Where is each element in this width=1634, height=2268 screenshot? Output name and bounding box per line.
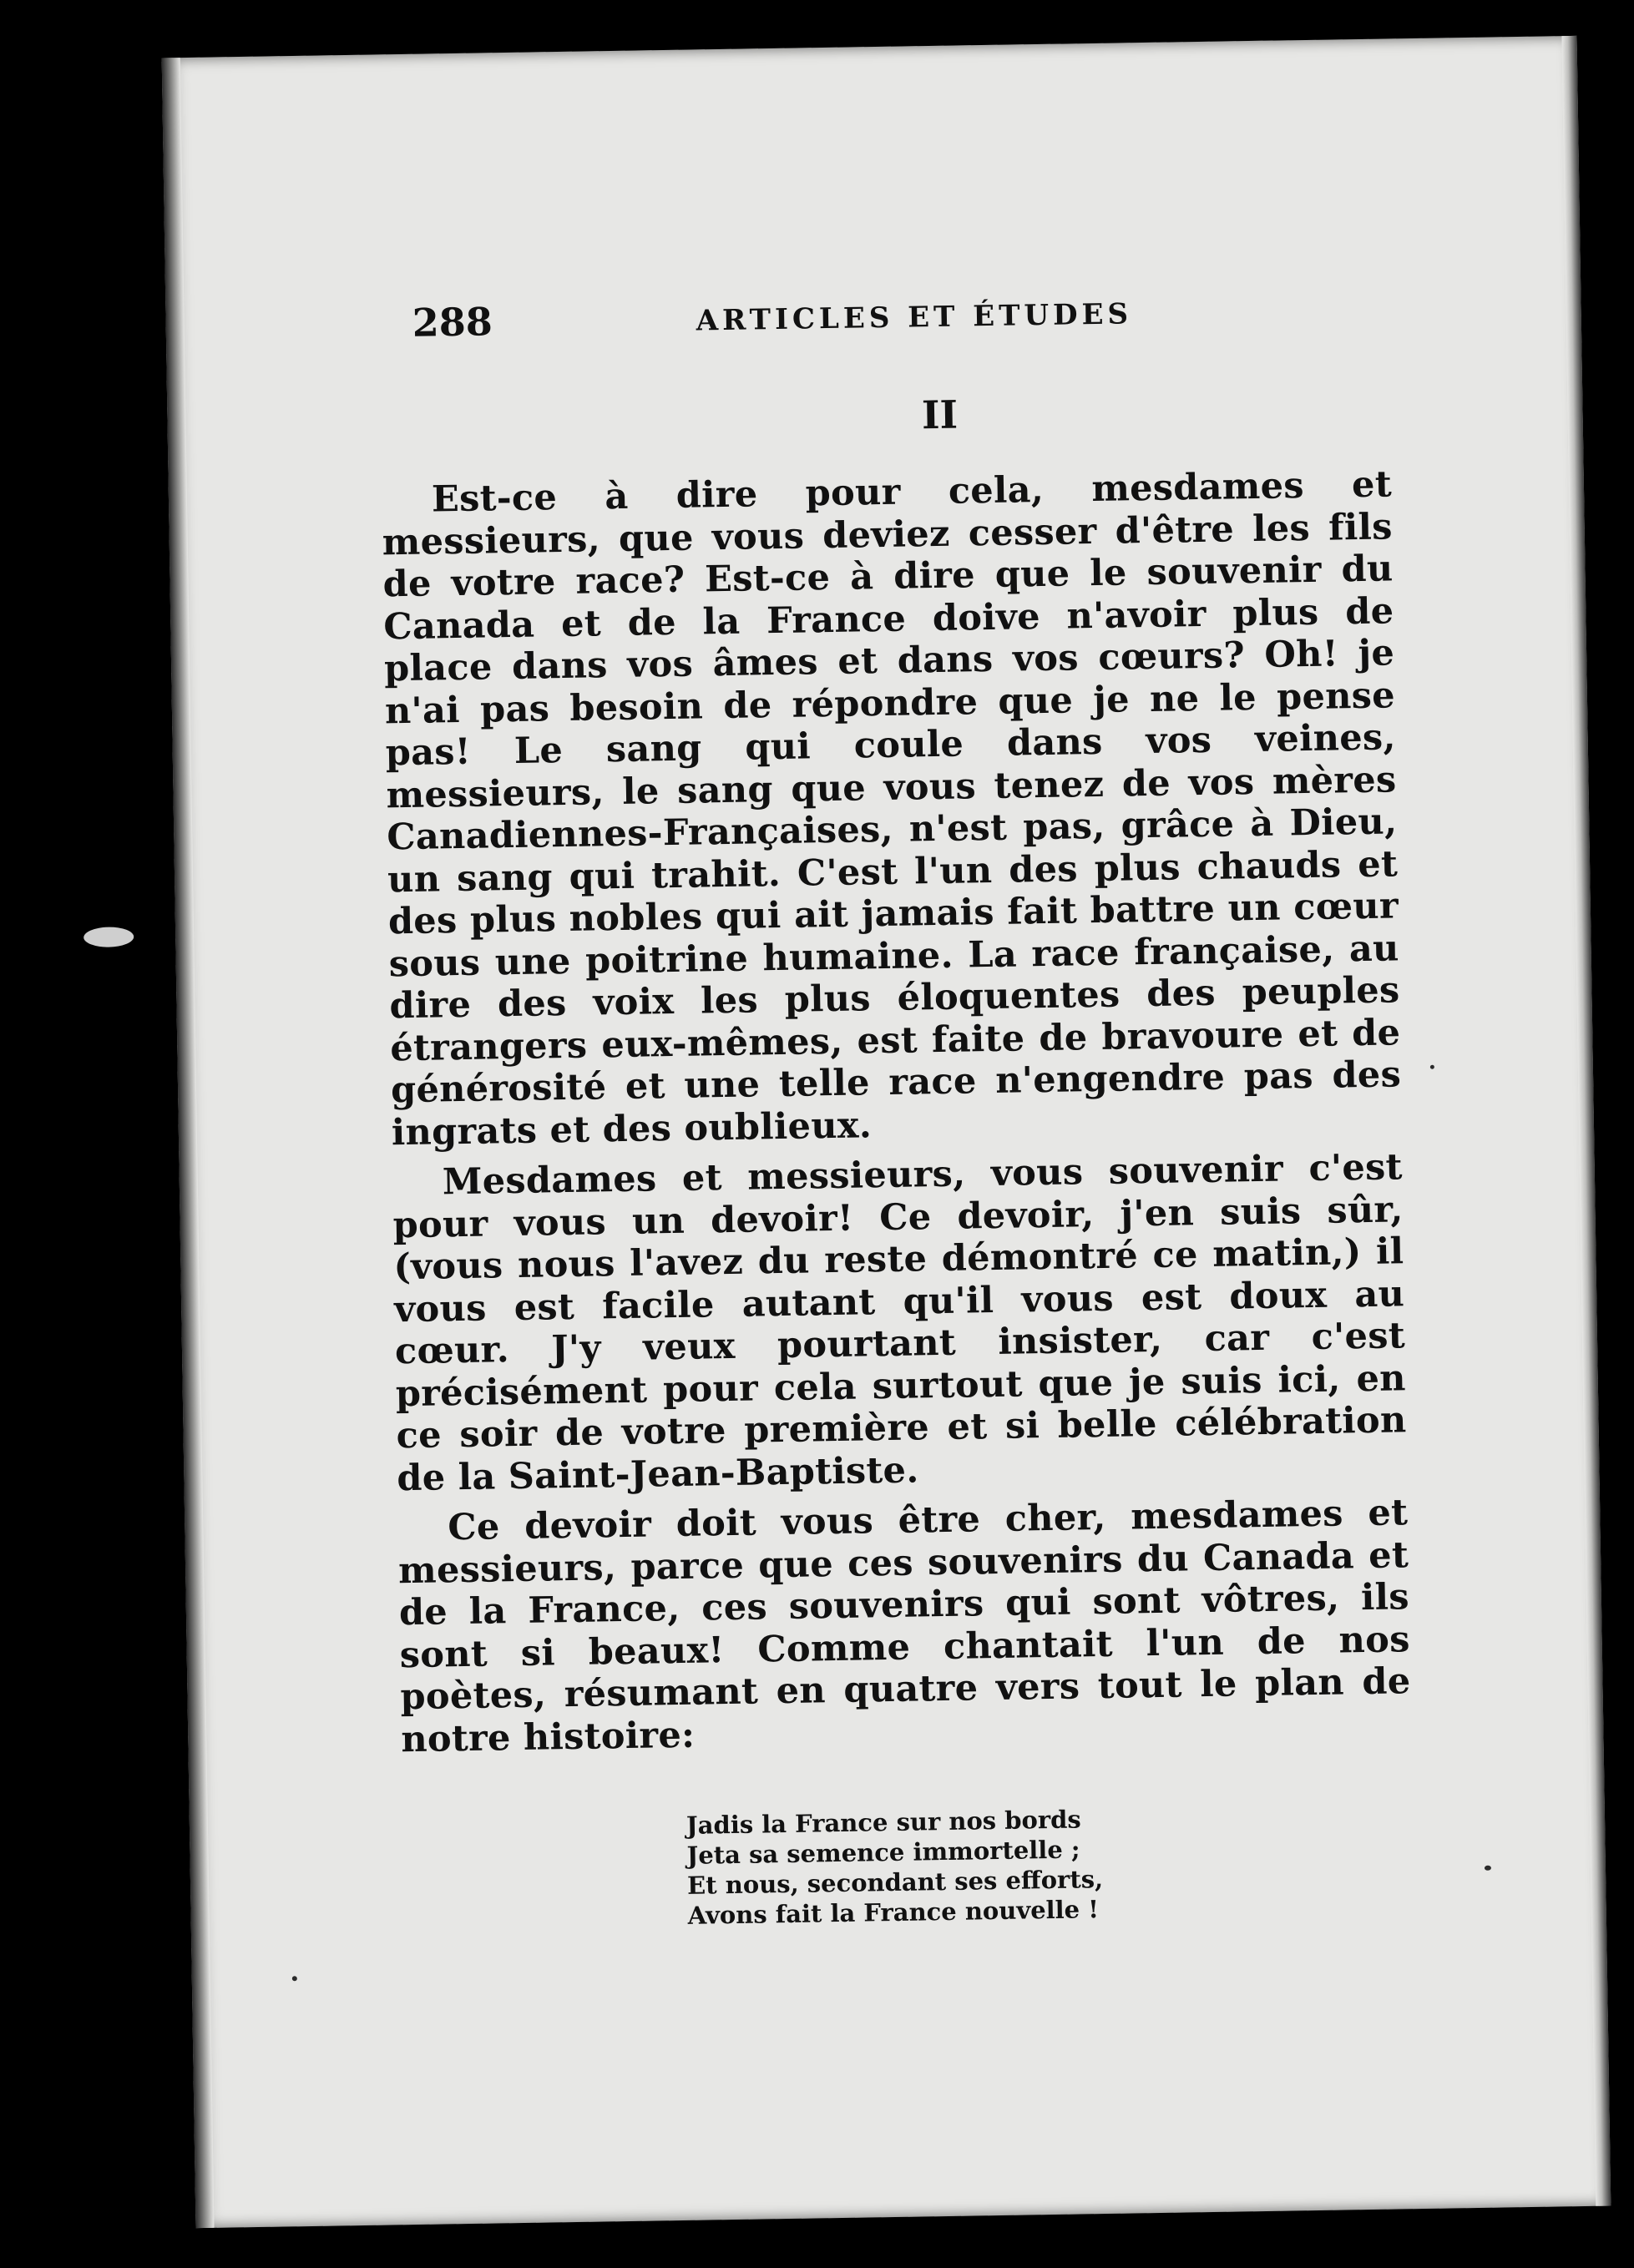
scan-speck <box>292 1976 297 1981</box>
running-head <box>378 268 1389 351</box>
page-number: 288 <box>412 299 493 346</box>
verse-line-4: Avons fait la France nouvelle ! <box>687 1895 1100 1930</box>
page-content <box>378 268 1414 1935</box>
page-left-edge <box>162 58 215 2228</box>
scan-speck <box>83 927 134 947</box>
verse-quote <box>686 1799 1414 1931</box>
paragraph-3: Ce devoir doit vous être cher, mesdames et messieurs, parce que ces souvenirs du Canada et de la France, ces souvenirs qui sont vôtres, ils sont si beaux! Comme chantait l'un de nos poètes, résumant en quatre vers tout le plan de notre histoire: <box>397 1492 1411 1760</box>
paragraph-1: Est-ce à dire pour cela, mesdames et messieurs, que vous deviez cesser d'être les fils de votre race? Est-ce à dire que le souvenir du Canada et de la France doive n'avoir plus de place dans vos âmes et dans vos cœurs? Oh! je n'ai pas besoin de répondre que je ne le pense pas! Le sang qui coule dans vos veines, messieurs, le sang que vous tenez de vos mères Canadiennes-Françaises, n'est pas, grâce à Dieu, un sang qui trahit. C'est l'un des plus chauds et des plus nobles qui ait jamais fait battre un cœur sous une poitrine humaine. La race française, au dire des voix les plus éloquentes des peuples étrangers eux-mêmes, est faite de bravoure et de générosité et une telle race n'engendre pas des ingrats et des oublieux. <box>382 463 1402 1154</box>
paragraph-2: Mesdames et messieurs, vous souvenir c'est pour vous un devoir! Ce devoir, j'en suis sûr, (vous nous l'avez du reste démontré ce matin,) il vous est facile autant qu'il vous est doux au cœur. J'y veux pourtant insister, car c'est précisément pour cela surtout que je suis ici, en ce soir de votre première et si belle célébration de la Saint-Jean-Baptiste. <box>392 1146 1407 1499</box>
page-right-edge <box>1561 36 1611 2206</box>
scan-speck <box>1485 1866 1491 1871</box>
verse-line-2: Jeta sa semence immortelle ; <box>686 1835 1080 1870</box>
verse-line-1: Jadis la France sur nos bords <box>685 1805 1081 1840</box>
running-title: ARTICLES ET ÉTUDES <box>696 297 1133 338</box>
scan-speck <box>1430 1065 1434 1069</box>
book-page <box>162 36 1611 2228</box>
section-heading: II <box>921 391 959 438</box>
verse-line-3: Et nous, secondant ses efforts, <box>686 1865 1104 1900</box>
